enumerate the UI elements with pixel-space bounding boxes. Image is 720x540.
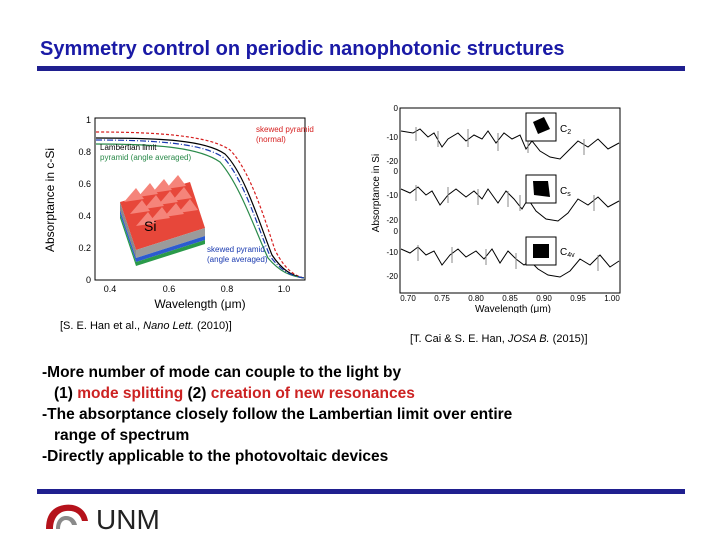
symmetry-label-c2: $C_2$ [560,124,572,136]
right-ylabel: Absorptance in Si [371,153,382,233]
left-ytick: 0.6 [78,179,91,189]
citation-journal: JOSA B. [507,333,550,345]
left-xtick: 0.4 [103,284,117,294]
left-xtick: 1.0 [277,284,291,294]
citation-text: (2010)] [193,320,232,332]
panel-ytick: -10 [386,191,398,200]
highlight-mode-splitting: mode splitting [77,385,184,402]
citation-text: [S. E. Han et al., [60,320,144,332]
si-layer-label: Si [144,218,157,234]
bullet-1: -More number of mode can couple to the light by [42,364,402,381]
label-skewed-normal: skewed pyramid [256,125,314,134]
right-xtick: 1.00 [604,294,620,303]
unm-logo [42,499,182,535]
right-xtick: 0.85 [502,294,518,303]
right-plot-frame [400,108,620,293]
right-xtick: 0.70 [400,294,416,303]
panel-ytick: -20 [386,216,398,225]
panel-ytick: 0 [393,167,398,176]
right-spectra-figure [368,103,628,313]
bullet-text: (1) [54,385,78,402]
left-ytick: 0.2 [78,243,91,253]
panel-ytick: 0 [393,227,398,236]
bullet-3: -Directly applicable to the photovoltaic devices [42,448,389,465]
citation-text: [T. Cai & S. E. Han, [410,333,508,345]
left-absorptance-figure [40,110,315,315]
panel-ytick: -20 [386,272,398,281]
panel-ytick: -10 [386,248,398,257]
label-skewed-averaged: skewed pyramid [207,245,265,254]
left-ylabel: Absorptance in c-Si [43,147,57,253]
symmetry-label-cs: $C_s$ [560,186,571,198]
bullet-2-continued: range of spectrum [54,427,190,444]
label-pyramid-averaged: pyramid (angle averaged) [100,153,192,162]
left-ytick: 0 [85,275,91,285]
right-xtick: 0.95 [570,294,586,303]
right-xtick: 0.80 [468,294,484,303]
left-ytick: 0.4 [78,211,91,221]
citation-journal: Nano Lett. [143,320,194,332]
panel-ytick: -10 [386,133,398,142]
top-divider [37,66,685,71]
right-xtick: 0.75 [434,294,450,303]
unm-logo-text: UNM [96,504,160,535]
spectrum-cs [401,187,619,221]
spectrum-c4v [401,247,619,277]
panel-ytick: 0 [393,104,398,113]
left-xtick: 0.6 [162,284,176,294]
unm-logo-inner-arch [56,516,77,529]
left-ytick: 0.8 [78,147,91,157]
symmetry-inset-c2 [526,113,556,141]
symmetry-inset-cs [526,175,556,203]
slide-title: Symmetry control on periodic nanophotonic structures [40,38,565,60]
symmetry-inset-c4v [526,237,556,265]
right-xlabel: Wavelength (μm) [475,304,551,313]
citation-text: (2015)] [549,333,588,345]
right-citation [410,333,588,345]
label-lambertian: Lambertian limit [100,143,157,152]
highlight-new-resonances: creation of new resonances [210,385,415,402]
left-citation [60,320,232,332]
left-xlabel: Wavelength (μm) [154,297,246,311]
right-xtick: 0.90 [536,294,552,303]
bullet-text: (2) [183,385,211,402]
left-xtick: 0.8 [220,284,234,294]
label-skewed-normal-2: (normal) [256,135,286,144]
spectrum-c2 [401,129,619,159]
symmetry-label-c4v: $C_{4v}$ [560,247,575,259]
panel-ytick: -20 [386,157,398,166]
bullet-2: -The absorptance closely follow the Lambertian limit over entire [42,406,513,423]
label-skewed-averaged-2: (angle averaged) [207,255,268,264]
left-ytick: 1 [85,115,91,125]
bullet-1-continued [42,383,512,404]
bottom-divider [37,489,685,494]
bullet-list [42,362,512,467]
pyramid-structure-image [120,175,205,266]
